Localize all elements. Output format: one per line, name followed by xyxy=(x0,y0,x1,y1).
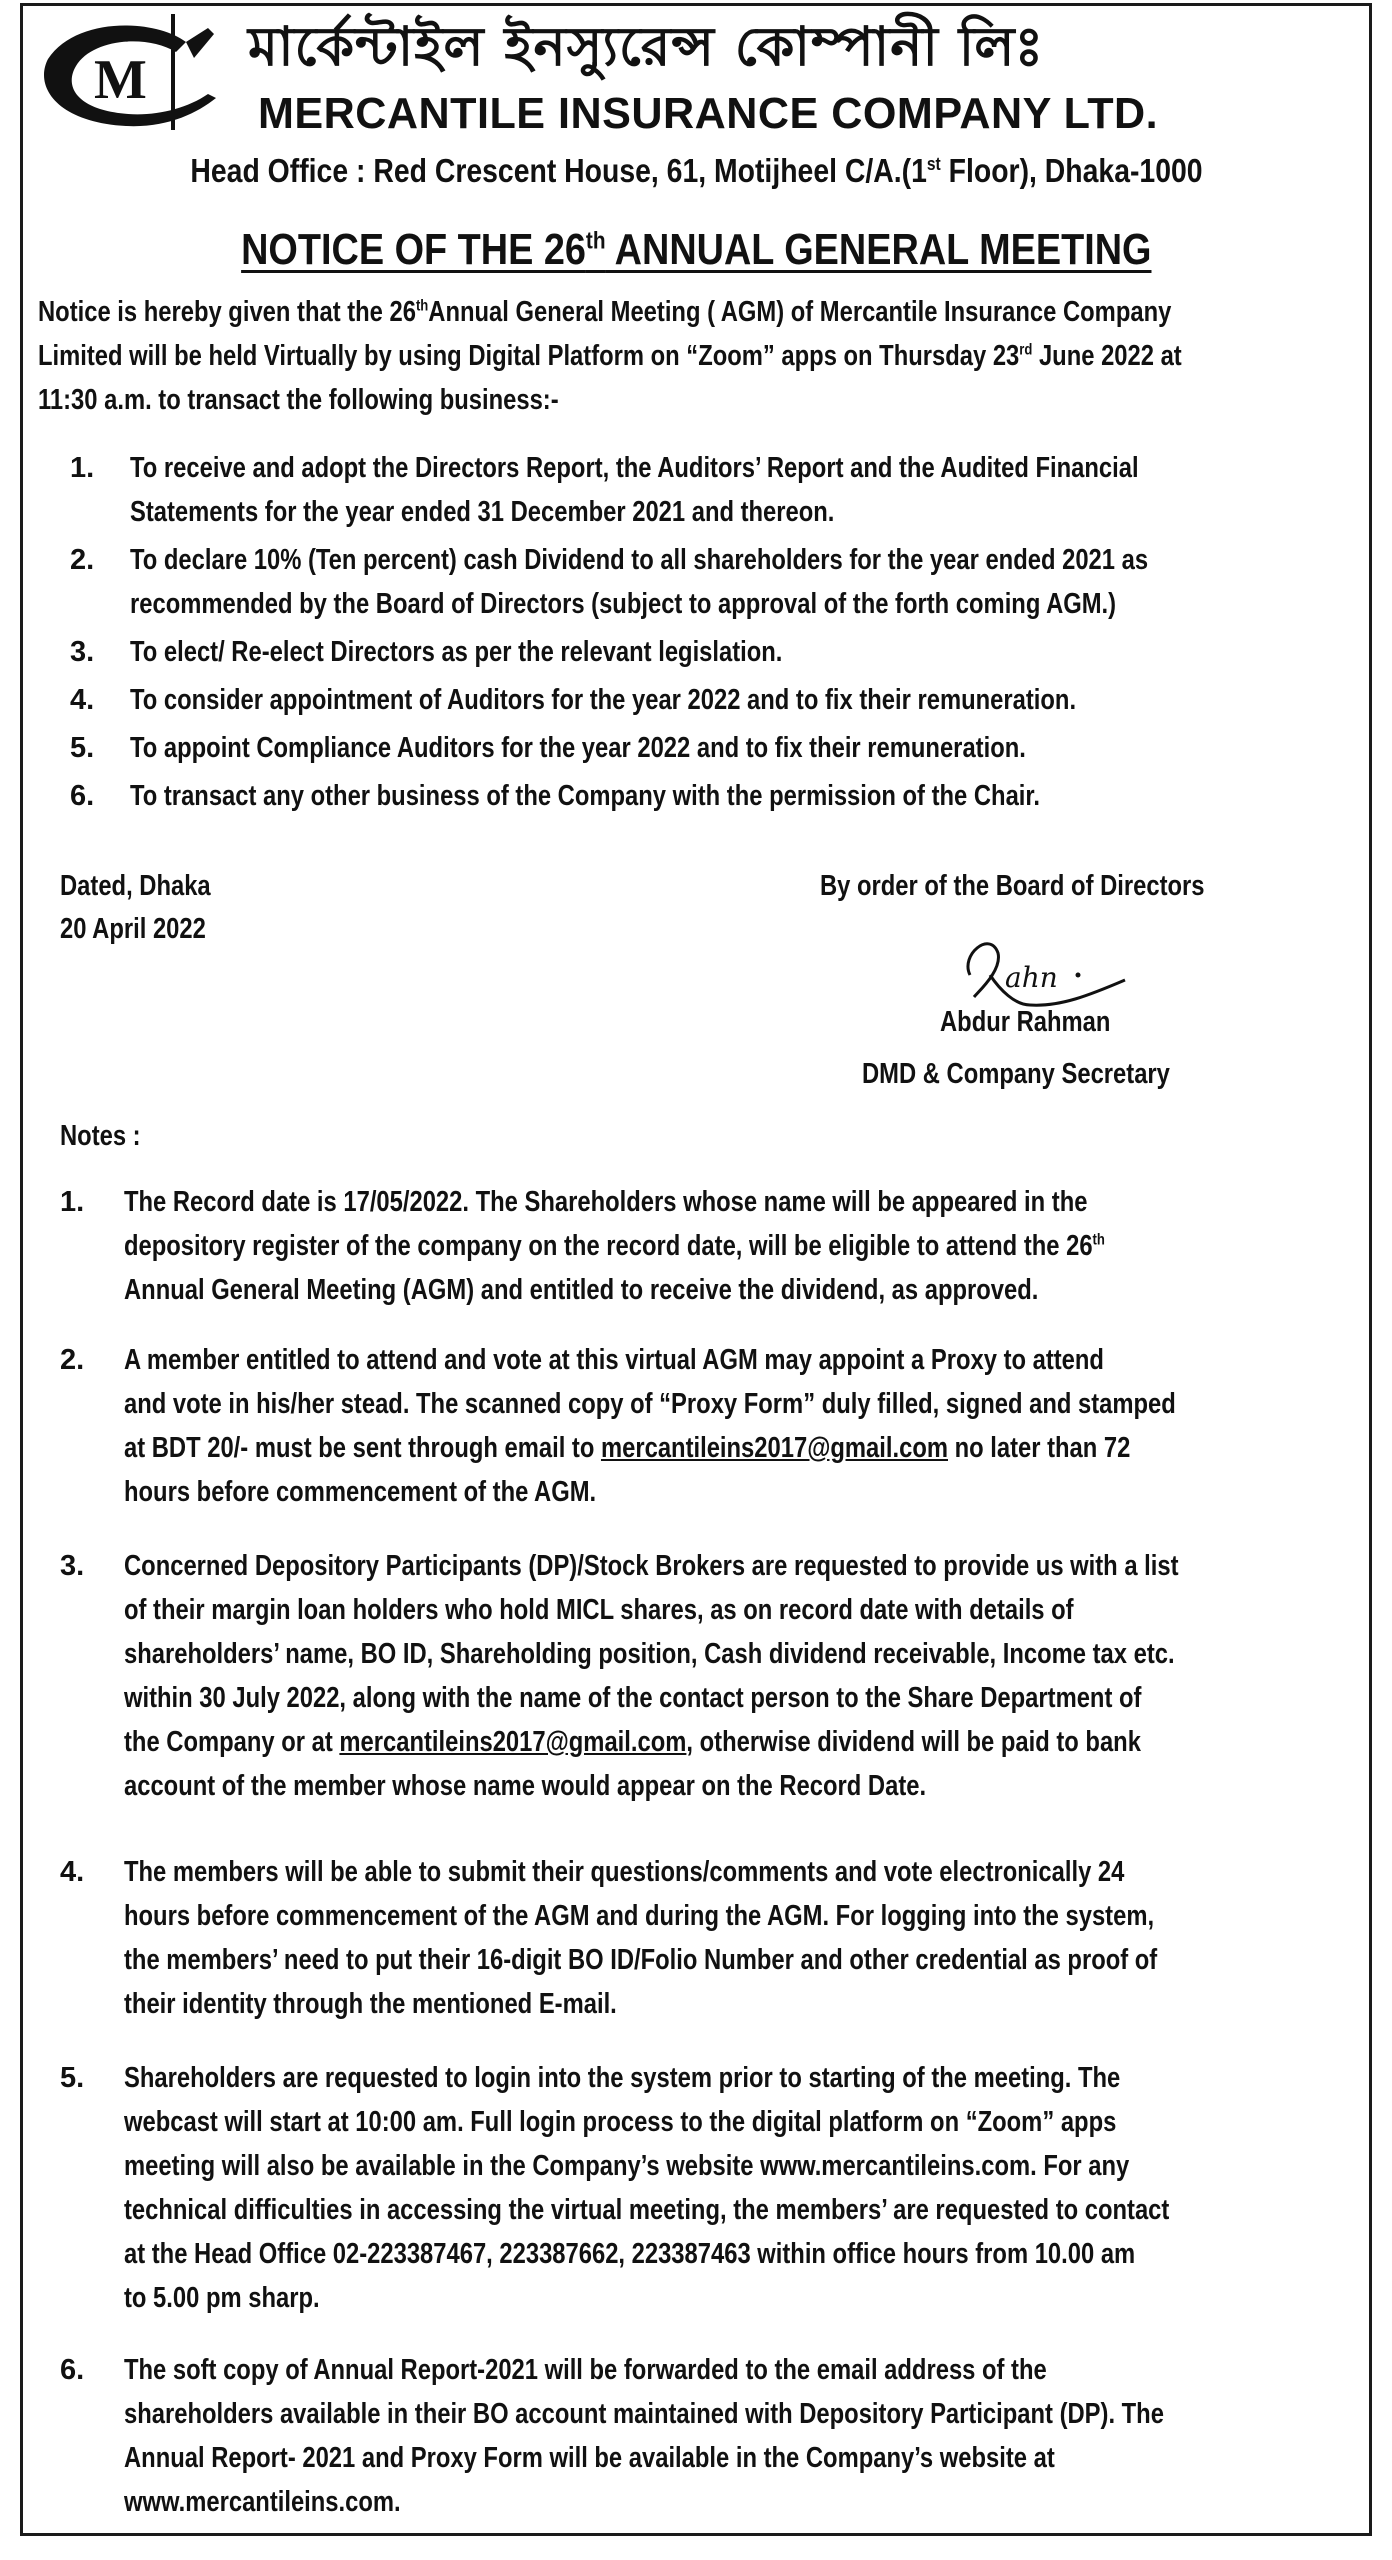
note-text: The members will be able to submit their questions/comments and vote electronically 24 xyxy=(124,1856,1125,1888)
agenda-item-number: 1. xyxy=(70,452,95,484)
notice-title: NOTICE OF THE 26th ANNUAL GENERAL MEETING xyxy=(240,225,1152,274)
note-text: to 5.00 pm sharp. xyxy=(124,2282,320,2314)
note-text: meeting will also be available in the Company’s website www.mercantileins.com. For any xyxy=(124,2150,1130,2182)
note-text: shareholders available in their BO account maintained with Depository Participant (DP). The xyxy=(124,2398,1164,2430)
note-text: hours before commencement of the AGM and during the AGM. For logging into the system, xyxy=(124,1900,1155,1932)
agenda-item-text: Statements for the year ended 31 December 2021 and thereon. xyxy=(130,496,835,528)
note-text: Annual Report- 2021 and Proxy Form will be available in the Company’s website at xyxy=(124,2442,1055,2474)
signatory-designation: DMD & Company Secretary xyxy=(862,1058,1170,1090)
agenda-item-text: To declare 10% (Ten percent) cash Dividend to all shareholders for the year ended 2021 as xyxy=(130,544,1149,576)
agenda-item-text: To consider appointment of Auditors for the year 2022 and to fix their remuneration. xyxy=(130,684,1077,716)
dated-date: 20 April 2022 xyxy=(60,913,206,945)
note-text: at the Head Office 02-223387467, 223387662, 223387463 within office hours from 10.00 am xyxy=(124,2238,1136,2270)
note-text: www.mercantileins.com. xyxy=(124,2486,401,2518)
intro-line-3: 11:30 a.m. to transact the following business:- xyxy=(38,384,559,416)
agenda-item-number: 6. xyxy=(70,780,95,812)
notes-heading: Notes : xyxy=(60,1120,141,1152)
agenda-item-text: To transact any other business of the Company with the permission of the Chair. xyxy=(130,780,1040,812)
agenda-item-text: recommended by the Board of Directors (subject to approval of the forth coming AGM.) xyxy=(130,588,1117,620)
agenda-item-number: 2. xyxy=(70,544,95,576)
note-text: technical difficulties in accessing the virtual meeting, the members’ are requested to contact xyxy=(124,2194,1170,2226)
note-text: The soft copy of Annual Report-2021 will be forwarded to the email address of the xyxy=(124,2354,1047,2386)
by-order-text: By order of the Board of Directors xyxy=(820,870,1205,902)
signatory-name: Abdur Rahman xyxy=(940,1006,1111,1038)
svg-text:ahn: ahn xyxy=(1005,961,1058,994)
note-text: webcast will start at 10:00 am. Full login process to the digital platform on “Zoom” apps xyxy=(124,2106,1117,2138)
note-text: their identity through the mentioned E-mail. xyxy=(124,1988,617,2020)
agenda-item-number: 3. xyxy=(70,636,95,668)
note-number: 6. xyxy=(60,2354,85,2386)
proxy-email-link[interactable]: mercantileins2017@gmail.com xyxy=(600,1432,948,1464)
note-number: 4. xyxy=(60,1856,85,1888)
agenda-item-text: To receive and adopt the Directors Report, the Auditors’ Report and the Audited Financial xyxy=(130,452,1139,484)
intro-line-2: Limited will be held Virtually by using Digital Platform on “Zoom” apps on Thursday 23rd June 2022 at xyxy=(38,340,1182,372)
agenda-item-text: To elect/ Re-elect Directors as per the relevant legislation. xyxy=(130,636,783,668)
note-number: 5. xyxy=(60,2062,85,2094)
company-logo-icon xyxy=(36,14,236,132)
note-text: Shareholders are requested to login into the system prior to starting of the meeting. The xyxy=(124,2062,1121,2094)
company-name-english: MERCANTILE INSURANCE COMPANY LTD. xyxy=(258,89,1159,138)
company-name-bengali: মার্কেন্টাইল ইনস্যুরেন্স কোম্পানী লিঃ xyxy=(248,15,1045,78)
agenda-item-number: 5. xyxy=(70,732,95,764)
note-text: the members’ need to put their 16-digit BO ID/Folio Number and other credential as proof of xyxy=(124,1944,1158,1976)
dated-place: Dated, Dhaka xyxy=(60,870,211,902)
intro-line-1: Notice is hereby given that the 26thAnnual General Meeting ( AGM) of Mercantile Insurance Company xyxy=(38,296,1172,328)
share-dept-email-link[interactable]: mercantileins2017@gmail.com xyxy=(339,1726,687,1758)
svg-text:M: M xyxy=(94,49,147,111)
head-office-address: Head Office : Red Crescent House, 61, Motijheel C/A.(1st Floor), Dhaka-1000 xyxy=(189,152,1203,189)
agenda-item-number: 4. xyxy=(70,684,95,716)
agenda-item-text: To appoint Compliance Auditors for the year 2022 and to fix their remuneration. xyxy=(130,732,1026,764)
